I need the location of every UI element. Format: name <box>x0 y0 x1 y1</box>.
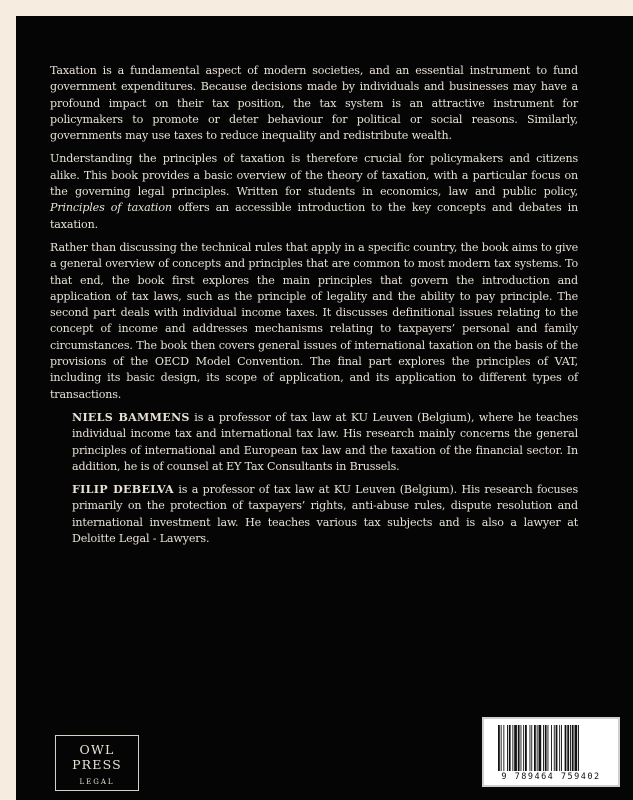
barcode-bar <box>534 725 536 771</box>
barcode-bar <box>575 725 578 771</box>
barcode-bar <box>548 725 549 771</box>
barcode-bar <box>543 725 544 771</box>
barcode-bar <box>554 725 555 771</box>
author-name: FILIP DEBELVA <box>72 483 174 497</box>
barcode-bar <box>498 725 500 771</box>
blurb-paragraph-2-end: offers an accessible introduction to the key concepts and debates in taxation. <box>50 201 578 231</box>
publisher-logo <box>55 735 139 791</box>
barcode-bar <box>523 725 524 771</box>
isbn-barcode <box>482 717 620 787</box>
barcode-bar <box>503 725 504 771</box>
barcode-bar <box>521 725 522 771</box>
author-bio-debelva <box>50 482 578 547</box>
barcode-bar <box>507 725 508 771</box>
blurb-paragraph-3: Rather than discussing the technical rules that apply in a specific country, the book aims to give a general overview of concepts and principles that are common to most modern tax systems. To that end, the book first explores the main principles that govern the introduction and application of tax laws, such as the principle of legality and the ability to pay principle. The second part deals with individual income taxes. It discusses definitional issues relating to the concept of income and addresses mechanisms relating to taxpayers’ personal and family circumstances. The book then covers general issues of international taxation on the basis of the provisions of the OECD Model Convention. The final part explores the principles of VAT, including its basic design, its scope of application, and its application to different types of transactions. <box>50 240 578 401</box>
barcode-bar <box>545 725 547 771</box>
barcode-bar <box>572 725 574 771</box>
barcode-bar <box>501 725 502 771</box>
author-bio-text: is a professor of tax law at KU Leuven (Belgium), where he teaches individual income tax and international tax law. His research mainly concerns the general principles of international and European tax law and the taxation of the financial sector. In addition, he is of counsel at EY Tax Consultants in Brussels. <box>72 410 578 473</box>
blurb-text <box>50 63 578 554</box>
blurb-paragraph-2 <box>50 151 578 232</box>
publisher-imprint: LEGAL <box>79 778 115 786</box>
barcode-bar <box>537 725 538 771</box>
barcode-bar <box>514 725 517 771</box>
publisher-name: OWL PRESS <box>72 742 122 772</box>
barcode-bar <box>531 725 532 771</box>
blurb-paragraph-1: Taxation is a fundamental aspect of modern societies, and an essential instrument to fund government expenditures. Because decisions made by individuals and businesses may have a profound impact on their tax position, the tax system is an attractive instrument for policymakers to promote or deter behaviour for political or social reasons. Similarly, governments may use taxes to reduce inequality and redistribute wealth. <box>50 64 578 143</box>
barcode-bar <box>561 725 562 771</box>
barcode-bar <box>512 725 513 771</box>
barcode-bar <box>518 725 520 771</box>
book-title-inline: Principles of taxation <box>50 201 172 215</box>
barcode-bar <box>559 725 560 771</box>
barcode-bar <box>509 725 511 771</box>
barcode-bar <box>565 725 567 771</box>
barcode-bars <box>498 725 606 771</box>
barcode-bar <box>578 725 579 771</box>
barcode-bar <box>570 725 571 771</box>
author-name: NIELS BAMMENS <box>72 410 190 424</box>
blurb-paragraph-2-start: Understanding the principles of taxation is therefore crucial for policymakers and citizens alike. This book provides a basic overview of the theory of taxation, with a particular focus on the governing legal principles. Written for students in economics, law and public policy, <box>50 152 578 199</box>
barcode-bar <box>567 725 569 771</box>
barcode-bar <box>525 725 527 771</box>
barcode-bar <box>551 725 552 771</box>
barcode-bar <box>539 725 542 771</box>
author-bio-bammens <box>50 410 578 475</box>
author-bio-text: is a professor of tax law at KU Leuven (Belgium). His research focuses primarily on the protection of taxpayers’ rights, anti-abuse rules, dispute resolution and international investment law. He teaches various tax subjects and is also a lawyer at Deloitte Legal - Lawyers. <box>72 483 578 546</box>
isbn-number: 9 789464 759402 <box>501 772 601 782</box>
barcode-bar <box>556 725 558 771</box>
barcode-bar <box>530 725 531 771</box>
